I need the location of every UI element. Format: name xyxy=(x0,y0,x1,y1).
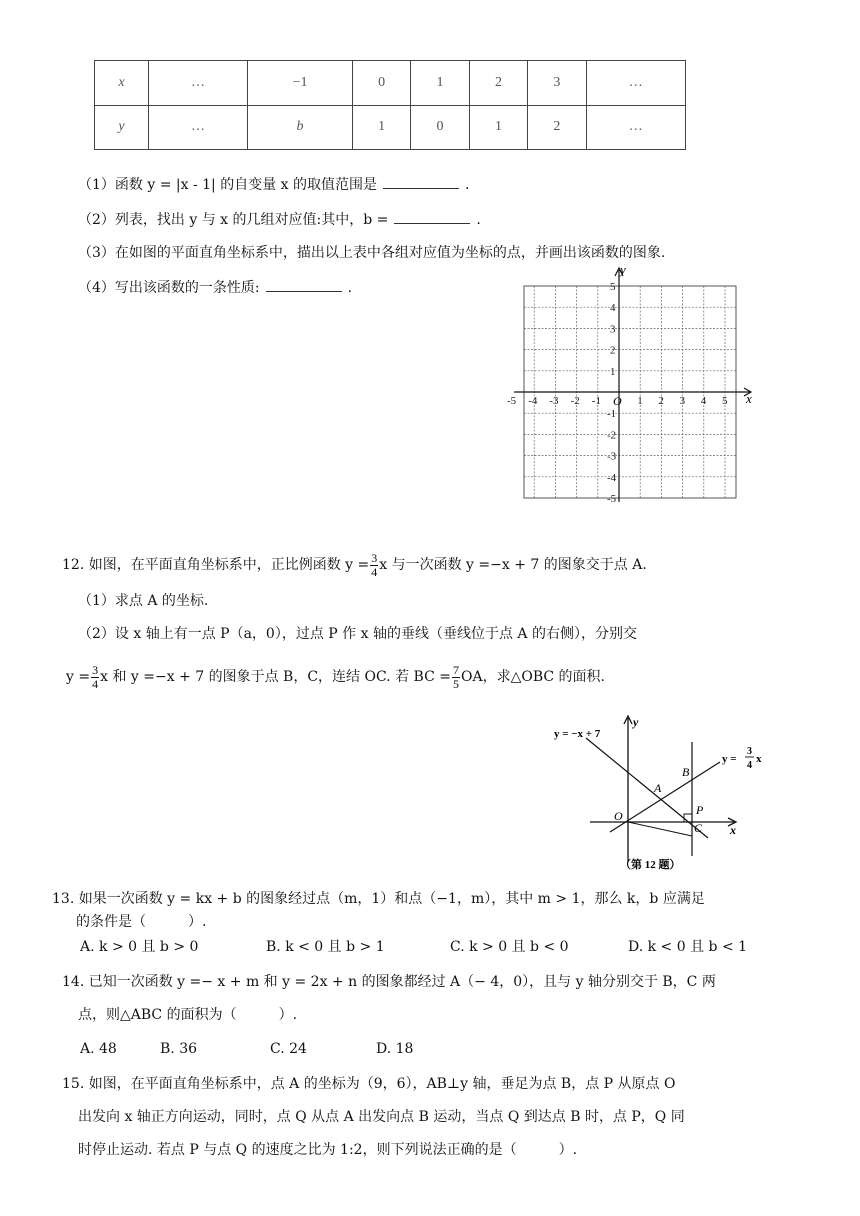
x-tick-label: 5 xyxy=(722,395,728,407)
fraction-3-4 xyxy=(370,552,378,579)
q14-stem-line2: 点，则△ABC 的面积为（ ）. xyxy=(78,1007,298,1023)
q14-option-c: C. 24 xyxy=(270,1041,307,1057)
q11-part1-suffix: 的自变量 x 的取值范围是 xyxy=(215,177,378,193)
y-tick-label: 5 xyxy=(610,281,616,293)
period: . xyxy=(347,280,353,296)
fig-frac-num: 3 xyxy=(747,746,752,757)
x-axis-label: x xyxy=(746,391,752,406)
q13-option-d: D. k < 0 且 b < 1 xyxy=(628,939,748,955)
table-cell: … xyxy=(148,61,247,106)
fig-frac-x: x xyxy=(756,753,762,765)
table-cell: 1 xyxy=(352,105,410,150)
q13-stem-line2: 的条件是（ ）. xyxy=(76,914,207,930)
table-cell: 2 xyxy=(528,105,586,150)
answer-blank[interactable] xyxy=(383,174,459,189)
x-tick-label: -5 xyxy=(507,395,517,407)
q14-option-b: B. 36 xyxy=(160,1041,198,1057)
table-row-x xyxy=(95,61,686,106)
x-tick-label: -4 xyxy=(528,395,538,407)
origin-label: O xyxy=(613,394,622,408)
table-cell: … xyxy=(586,61,685,106)
x-tick-label: 4 xyxy=(700,395,707,407)
q12-stem-suffix: x 与一次函数 y =−x + 7 的图象交于点 A. xyxy=(379,557,647,573)
table-cell: … xyxy=(148,105,247,150)
fig-label-line1: y = −x + 7 xyxy=(554,728,601,740)
x-tick-label: 1 xyxy=(637,395,643,407)
q12-part1: （1）求点 A 的坐标. xyxy=(78,593,209,609)
q13-option-c: C. k > 0 且 b < 0 xyxy=(450,939,569,955)
table-cell: 2 xyxy=(469,61,527,106)
answer-blank[interactable] xyxy=(394,209,470,224)
x-tick-label: 3 xyxy=(679,395,686,407)
value-table xyxy=(94,60,686,150)
x-tick-label: 2 xyxy=(658,395,664,407)
q11-part1-prefix: （1）函数 xyxy=(78,177,148,193)
y-tick-label: 2 xyxy=(610,344,616,357)
table-cell: 3 xyxy=(528,61,586,106)
y-tick-label: -1 xyxy=(607,408,617,421)
table-cell: 1 xyxy=(411,61,469,106)
q15-line1: 15. 如图，在平面直角坐标系中，点 A 的坐标为（9，6），AB⊥y 轴，垂足为点 B，点 P 从原点 O xyxy=(62,1076,676,1092)
fig-y-label: y xyxy=(633,715,639,729)
q12-part2: （2）设 x 轴上有一点 P（a，0），过点 P 作 x 轴的垂线（垂线位于点 A 的右侧），分别交 xyxy=(78,626,637,642)
x-tick-label: -3 xyxy=(549,395,559,407)
q12-part2b-suffix: OA，求△OBC 的面积. xyxy=(460,669,605,685)
q14-option-d: D. 18 xyxy=(376,1041,414,1057)
period: . xyxy=(465,177,470,193)
fig-x-label: x xyxy=(730,823,736,837)
answer-blank[interactable] xyxy=(266,277,342,292)
right-angle-mark xyxy=(684,814,692,822)
fig-caption: （第 12 题） xyxy=(620,859,681,871)
q11-part4 xyxy=(78,277,352,298)
table-row-y xyxy=(95,105,686,150)
q12-part2b-prefix: y = xyxy=(66,669,91,685)
y-tick-label: -3 xyxy=(607,450,617,463)
table-cell: 0 xyxy=(411,105,469,150)
fraction-numerator: 7 xyxy=(452,662,459,677)
period: . xyxy=(476,212,481,228)
y-tick-label: -4 xyxy=(607,471,617,484)
fraction-3-4 xyxy=(91,664,99,691)
q12-stem xyxy=(62,550,647,580)
fig-point-a: A xyxy=(654,781,662,795)
q15-line2: 出发向 x 轴正方向运动，同时，点 Q 从点 A 出发向点 B 运动，当点 Q 到达点 B 时，点 P，Q 同 xyxy=(78,1109,685,1125)
fig-point-p: P xyxy=(696,803,704,817)
y-axis-label: y xyxy=(620,262,626,277)
q13-stem-line1: 13. 如果一次函数 y = kx + b 的图象经过点（m，1）和点（−1，m），其中 m > 1，那么 k，b 应满足 xyxy=(52,891,705,907)
q11-part2-text: （2）列表，找出 y 与 x 的几组对应值:其中，b = xyxy=(78,212,389,228)
segment-oc xyxy=(628,822,692,836)
q11-part2 xyxy=(78,209,481,230)
fraction-numerator: 3 xyxy=(92,662,99,677)
q12-part2b-middle: x 和 y =−x + 7 的图象于点 B，C，连结 OC. 若 BC = xyxy=(100,669,451,685)
q13-option-a: A. k > 0 且 b > 0 xyxy=(80,939,199,955)
y-tick-label: -2 xyxy=(607,429,617,442)
table-cell: 0 xyxy=(352,61,410,106)
fraction-numerator: 3 xyxy=(371,550,378,565)
q13-option-b: B. k < 0 且 b > 1 xyxy=(266,939,385,955)
y-tick-label: 1 xyxy=(610,365,616,378)
table-cell: b xyxy=(248,105,353,150)
y-tick-label: 3 xyxy=(610,323,616,336)
x-tick-label: -2 xyxy=(570,395,580,407)
fraction-denominator: 5 xyxy=(452,676,459,691)
coordinate-grid xyxy=(507,262,760,508)
table-cell: x xyxy=(95,61,149,106)
fig-point-c: C xyxy=(694,821,703,835)
table-cell: y xyxy=(95,105,149,150)
fig-label-line2: y = xyxy=(722,753,737,765)
q15-line3: 时停止运动. 若点 P 与点 Q 的速度之比为 1:2，则下列说法正确的是（ ）. xyxy=(78,1142,578,1158)
q11-part1-function: y = |x - 1| xyxy=(147,177,216,193)
q12-figure xyxy=(548,712,778,874)
q14-stem-line1: 14. 已知一次函数 y =− x + m 和 y = 2x + n 的图象都经过 A（− 4，0），且与 y 轴分别交于 B，C 两 xyxy=(62,974,716,990)
fig-point-o: O xyxy=(614,809,623,823)
q12-stem-prefix: 12. 如图，在平面直角坐标系中，正比例函数 y = xyxy=(62,557,370,573)
q11-part1 xyxy=(78,174,469,195)
q11-part3: （3）在如图的平面直角坐标系中，描出以上表中各组对应值为坐标的点，并画出该函数的图象. xyxy=(78,245,666,261)
line-y-neg-x-plus-7 xyxy=(586,738,708,838)
table-cell: … xyxy=(586,105,685,150)
y-tick-label: 4 xyxy=(610,302,616,315)
q14-option-a: A. 48 xyxy=(80,1041,117,1057)
fig-point-b: B xyxy=(682,765,690,779)
fig-frac-den: 4 xyxy=(747,760,752,771)
x-tick-label: -1 xyxy=(591,395,601,407)
fraction-7-5 xyxy=(452,664,460,691)
fraction-denominator: 4 xyxy=(371,564,378,579)
table-cell: −1 xyxy=(248,61,353,106)
fraction-denominator: 4 xyxy=(92,676,99,691)
y-tick-label: -5 xyxy=(607,493,617,505)
q12-part2-continued xyxy=(66,660,605,694)
table-cell: 1 xyxy=(469,105,527,150)
q11-part4-text: （4）写出该函数的一条性质: xyxy=(78,280,260,296)
